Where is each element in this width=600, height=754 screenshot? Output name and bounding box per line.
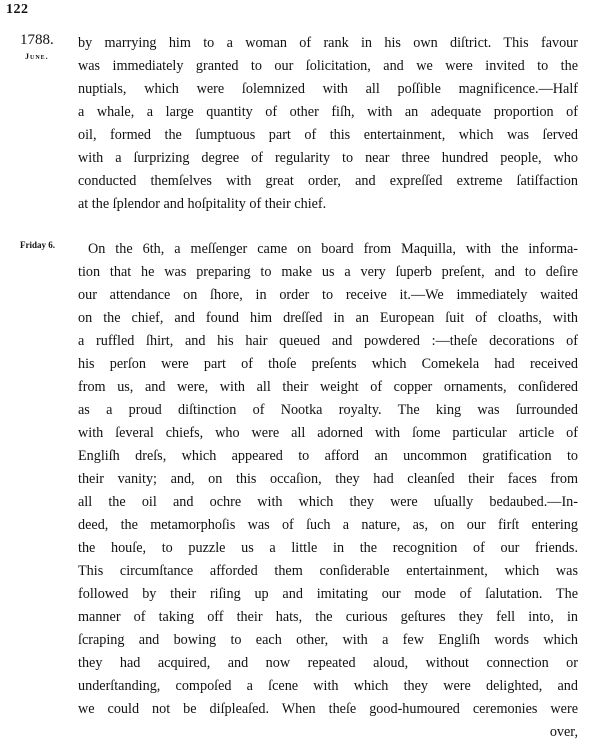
margin-day: Friday 6. — [20, 240, 55, 250]
text-line: with a ſurprizing degree of regularity to near three hundred people, who — [78, 150, 578, 166]
text-line: deed, the metamorphoſis was of ſuch a nature, as, on our firſt entering — [78, 517, 578, 533]
text-line: from us, and were, with all their weight of copper ornaments, conſidered — [78, 379, 578, 395]
text-line: his perſon were part of thoſe preſents which Comekela had received — [78, 356, 578, 372]
margin-year: 1788. — [20, 32, 54, 48]
text-line: tion that he was preparing to make us a very ſuperb preſent, and to deſire — [78, 264, 578, 280]
text-line: followed by their riſing up and imitating our mode of ſalutation. The — [78, 586, 578, 602]
paragraph-1 — [78, 32, 578, 216]
text-line: by marrying him to a woman of rank in his own diſtrict. This favour — [78, 35, 578, 51]
text-line: a ruffled ſhirt, and his hair queued and powdered :—theſe decorations of — [78, 333, 578, 349]
text-line: over, — [549, 724, 578, 740]
text-line: manner of taking off their hats, the curious geſtures they fell into, in — [78, 609, 578, 625]
text-line: on the chief, and found him dreſſed in an European ſuit of cloaths, with — [78, 310, 578, 326]
paragraph-2 — [78, 238, 578, 744]
text-line: Engliſh dreſs, which appeared to afford an uncommon gratification to — [78, 448, 578, 464]
text-line: This circumſtance afforded them conſiderable entertainment, which was — [78, 563, 578, 579]
text-line: ſcraping and bowing to each other, with a few Engliſh words which — [78, 632, 578, 648]
text-line: underſtanding, compoſed a ſcene with which they were delighted, and — [78, 678, 578, 694]
text-line: our attendance on ſhore, in order to receive it.—We immediately waited — [78, 287, 578, 303]
text-line: the houſe, to puzzle us a little in the recognition of our friends. — [78, 540, 578, 556]
page-number: 122 — [6, 2, 29, 17]
text-line: was immediately granted to our ſolicitation, and we were invited to the — [78, 58, 578, 74]
text-line: oil, formed the ſumptuous part of this entertainment, which was ſerved — [78, 127, 578, 143]
text-line: On the 6th, a meſſenger came on board from Maquilla, with the informa- — [88, 241, 578, 257]
text-line: a whale, a large quantity of other fiſh, with an adequate proportion of — [78, 104, 578, 120]
text-line: conducted themſelves with great order, and expreſſed extreme ſatiſfaction — [78, 173, 578, 189]
text-line: as a proud diſtinction of Nootka royalty. The king was ſurrounded — [78, 402, 578, 418]
text-line: nuptials, which were ſolemnized with all poſſible magnificence.—Half — [78, 81, 578, 97]
text-line: they had acquired, and now repeated aloud, without connection or — [78, 655, 578, 671]
text-line: at the ſplendor and hoſpitality of their chief. — [78, 196, 327, 212]
text-line: with ſeveral chiefs, who were all adorned with ſome particular article of — [78, 425, 578, 441]
text-line: their vanity; and, on this occaſion, they had cleanſed their faces from — [78, 471, 578, 487]
text-line: we could not be diſpleaſed. When theſe good-humoured ceremonies were — [78, 701, 578, 717]
margin-month: June. — [25, 52, 49, 61]
text-line: all the oil and ochre with which they were uſually bedaubed.—In- — [78, 494, 578, 510]
